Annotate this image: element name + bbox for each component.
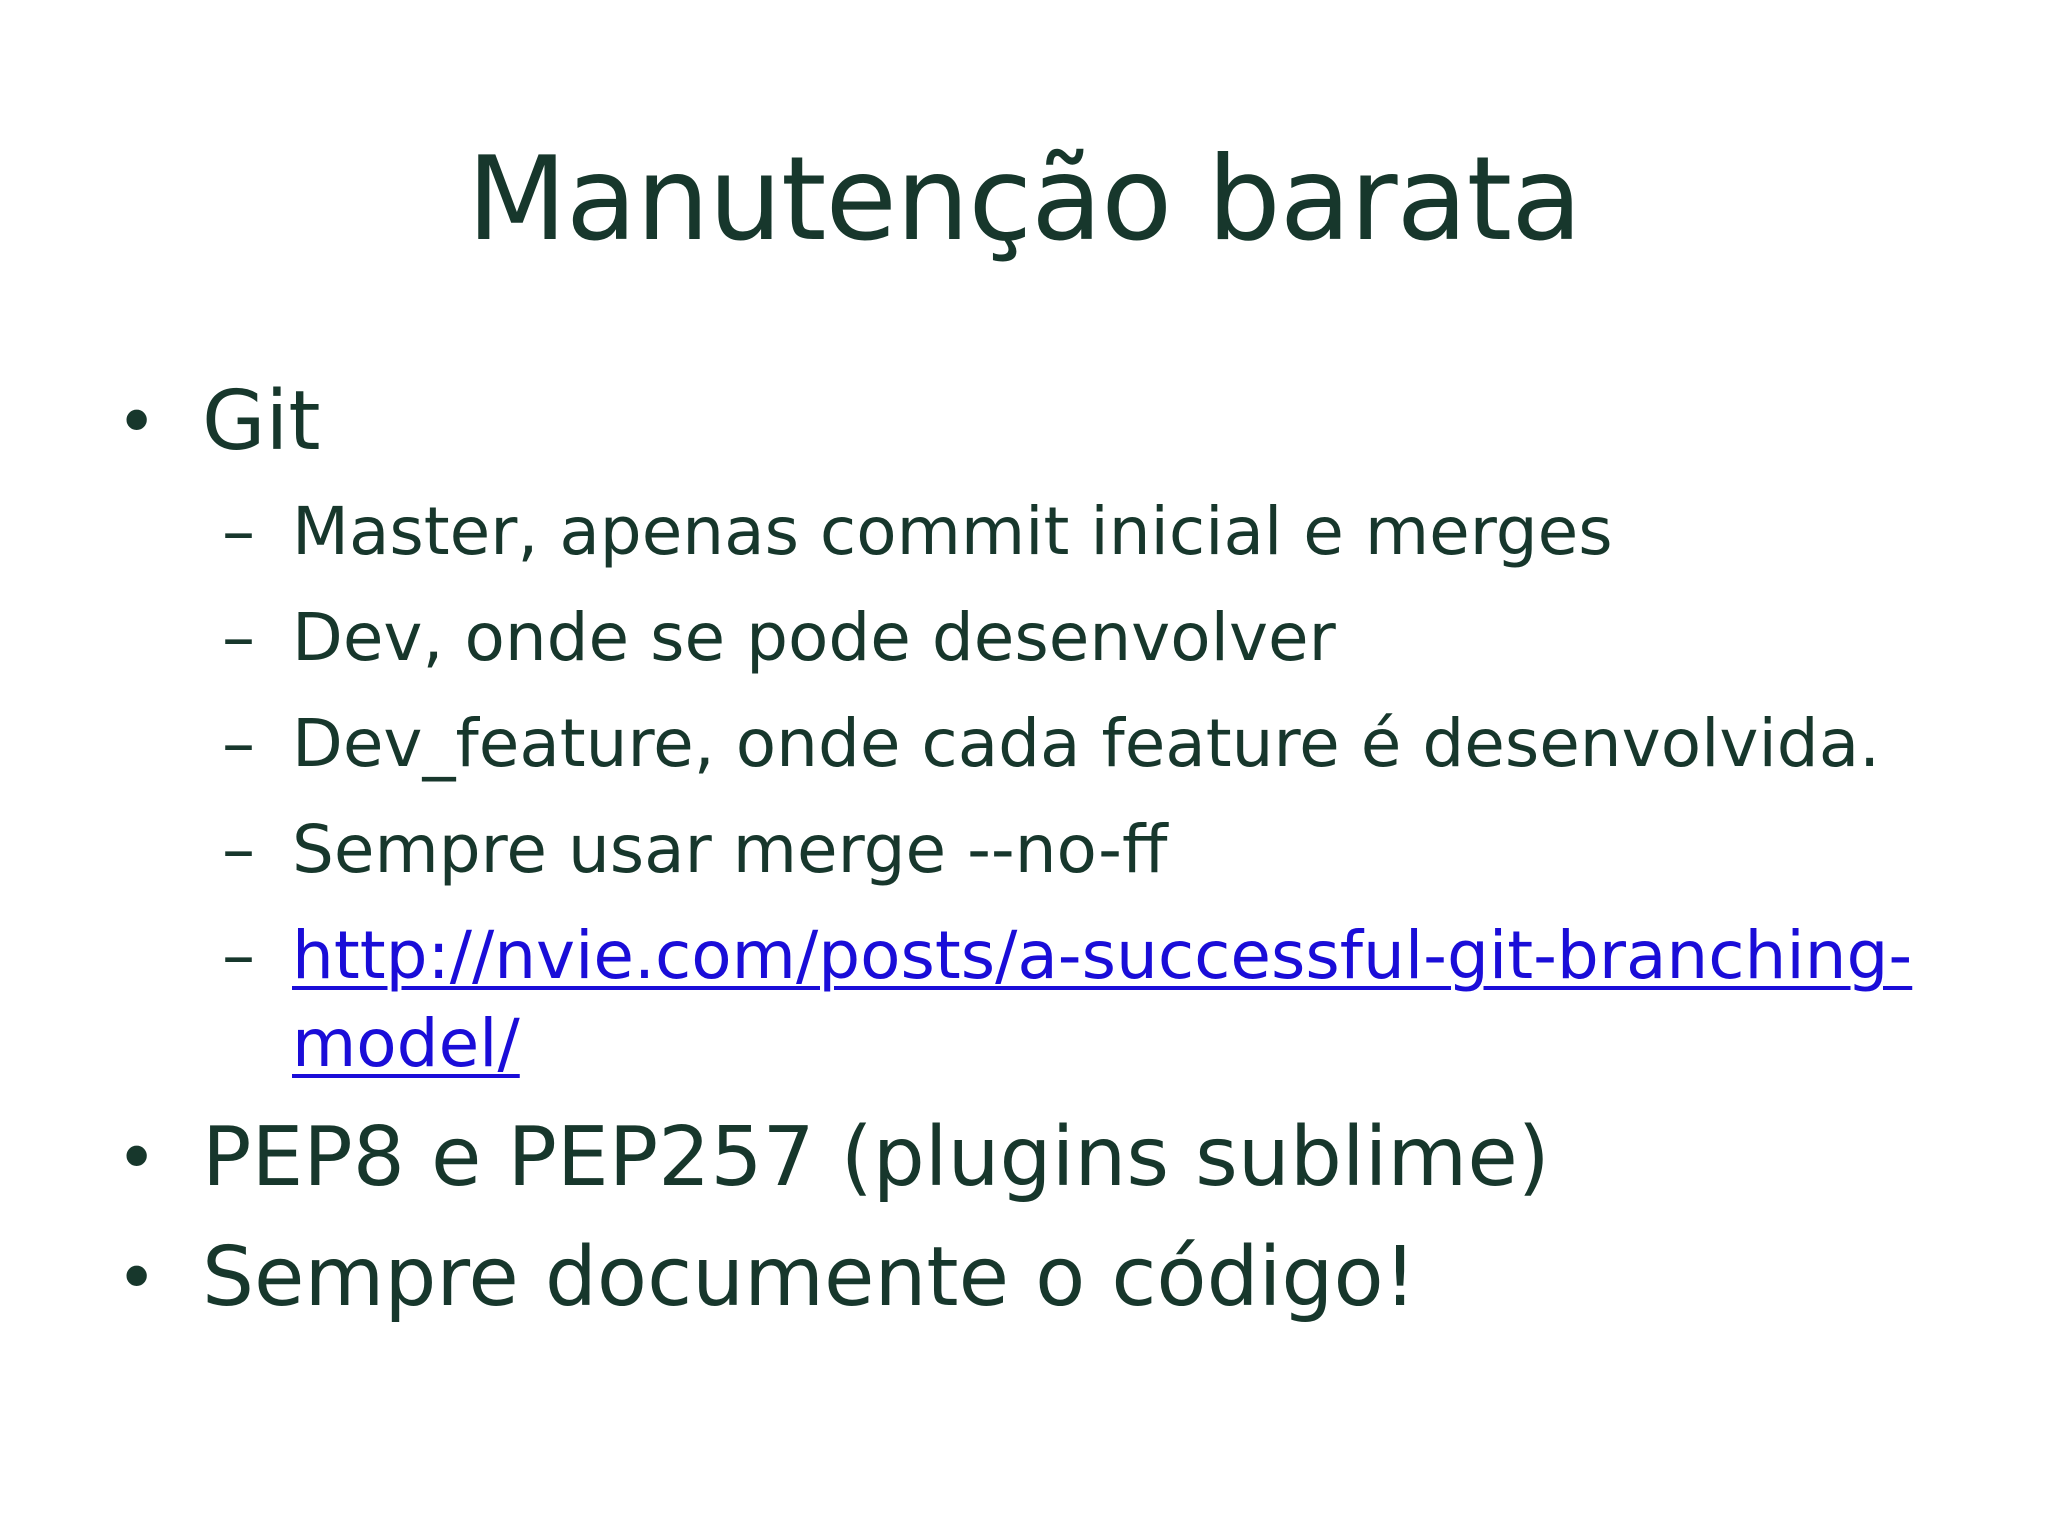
dash-icon: – [222,811,255,888]
bullet-text: PEP8 e PEP257 (plugins sublime) [202,1110,1550,1205]
subitem-text: Master, apenas commit inicial e merges [292,493,1613,570]
bullet-icon: • [116,1237,158,1319]
git-branching-link-line1[interactable]: http://nvie.com/posts/a-successful-git-branching- [292,917,1913,994]
subitem-text: Dev_feature, onde cada feature é desenvolvida. [292,705,1881,782]
slide-title: Manutenção barata [466,132,1582,267]
subitem-text: Sempre usar merge --no-ff [292,811,1168,888]
git-branching-link-line2[interactable]: model/ [292,1005,520,1082]
bullet-text: Git [202,374,321,469]
dash-icon: – [222,599,255,676]
bullet-icon: • [116,381,158,463]
bullet-text: Sempre documente o código! [202,1230,1417,1325]
dash-icon: – [222,493,255,570]
subitem-text: Dev, onde se pode desenvolver [292,599,1336,676]
dash-icon: – [222,705,255,782]
dash-icon: – [222,917,255,994]
bullet-icon: • [116,1117,158,1199]
